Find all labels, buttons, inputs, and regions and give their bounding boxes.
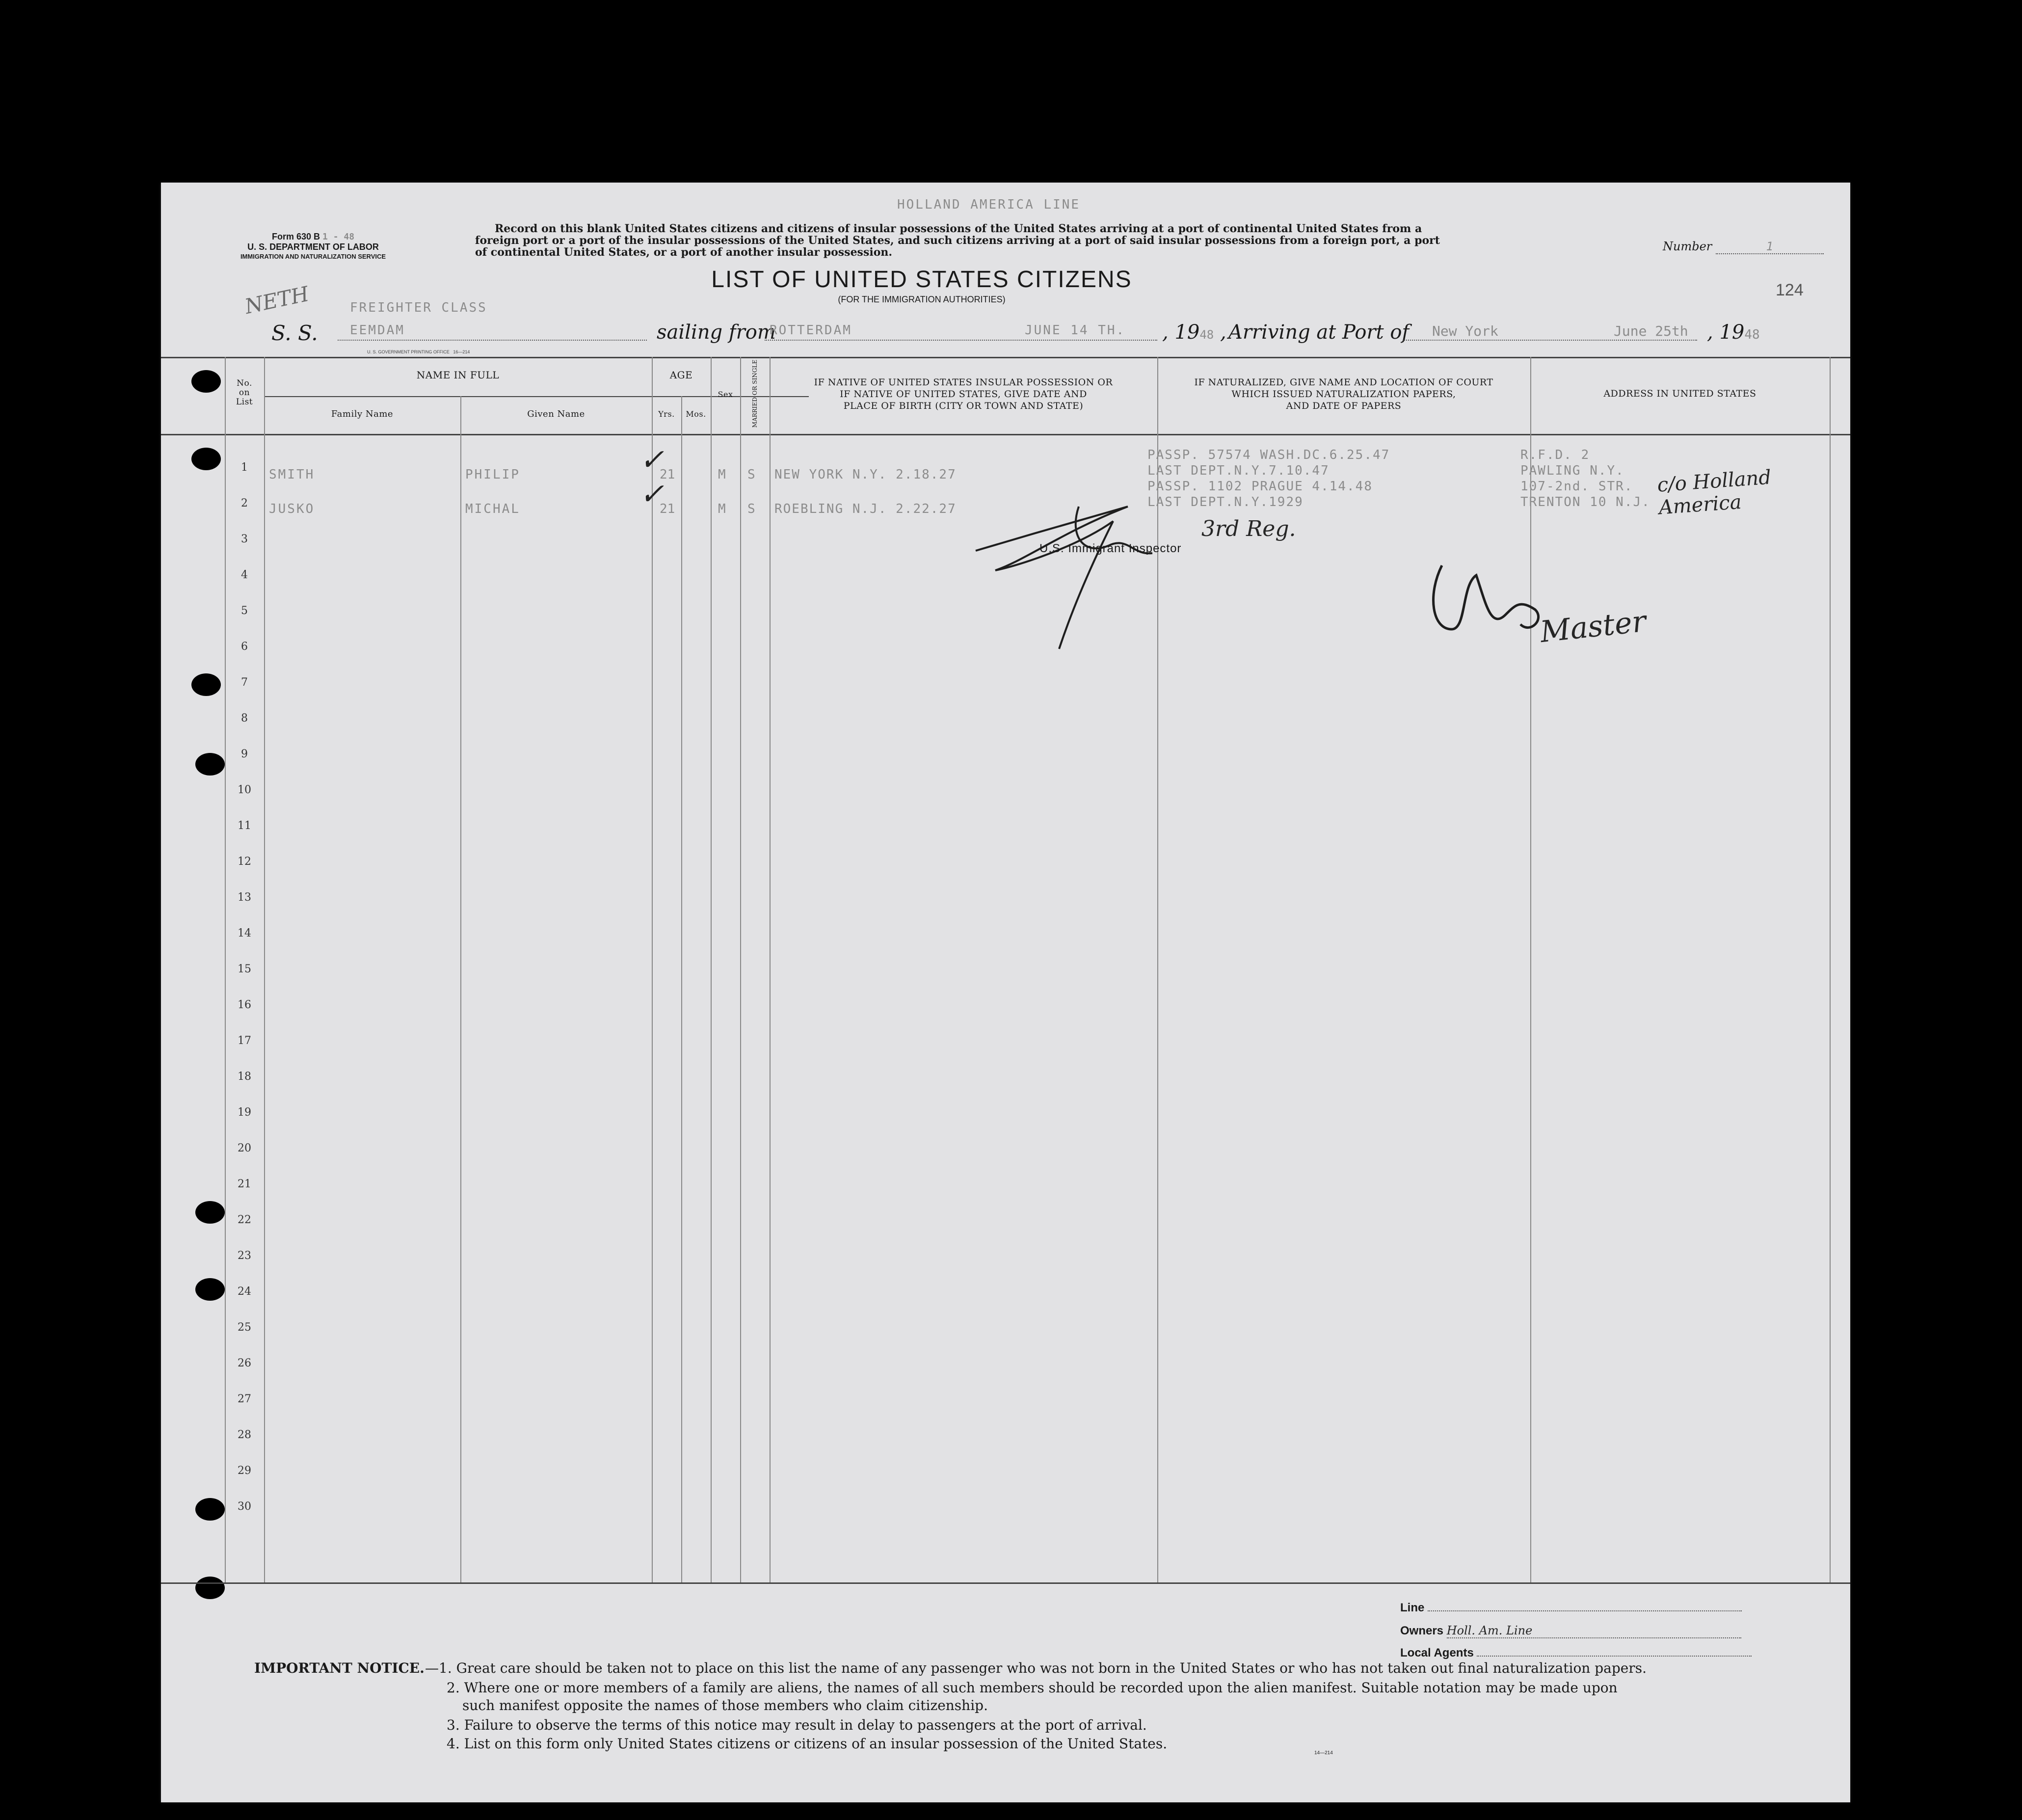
number-field <box>1663 240 1824 254</box>
row-number: 6 <box>241 641 248 653</box>
col-divider <box>711 357 712 1582</box>
col-divider <box>225 357 226 1582</box>
age-yrs-cell: 21 <box>660 502 675 516</box>
notice-item: 3. Failure to observe the terms of this notice may result in delay to passengers at the port of arrival. <box>447 1717 1147 1733</box>
family-name-cell: SMITH <box>269 467 315 482</box>
col-divider <box>460 396 461 1582</box>
company-stamp: HOLLAND AMERICA LINE <box>897 197 1081 212</box>
age-yrs-cell: 21 <box>660 467 675 482</box>
row-number: 1 <box>241 461 248 474</box>
marital-cell: S <box>747 502 755 516</box>
punch-hole <box>191 673 221 696</box>
manifest-sheet <box>161 183 1850 1802</box>
punch-hole <box>195 1278 225 1301</box>
sailing-underline <box>765 340 1157 341</box>
form-code: 14—214 <box>1314 1750 1333 1756</box>
address-cell: 107-2nd. STR. <box>1520 479 1633 494</box>
row-number: 16 <box>238 999 251 1011</box>
col-header-family: Family Name <box>331 409 394 419</box>
row-number: 30 <box>238 1500 251 1513</box>
col-divider <box>681 396 682 1582</box>
col-header-native: IF NATIVE OF UNITED STATES INSULAR POSSESSION OR IF NATIVE OF UNITED STATES, GIVE DATE AND PLACE OF BIRTH (CITY OR TOWN AND STATE) <box>814 377 1113 411</box>
punch-hole <box>195 1498 225 1521</box>
ss-label: S. S. <box>271 321 318 345</box>
master-label: Master <box>1538 604 1648 650</box>
col-divider <box>1830 357 1831 1582</box>
col-header-no: No. on List <box>236 378 253 407</box>
number-value: 1 <box>1716 240 1824 254</box>
instructions <box>475 223 1731 258</box>
form-block <box>239 232 387 262</box>
row-number: 27 <box>238 1393 251 1405</box>
marital-cell: S <box>747 467 755 482</box>
row-number: 8 <box>241 712 248 724</box>
printing-office: U. S. GOVERNMENT PRINTING OFFICE 16—214 <box>367 349 470 354</box>
arrival-date: June 25th <box>1614 323 1688 339</box>
naturalization-cell: PASSP. 1102 PRAGUE 4.14.48 <box>1147 479 1373 494</box>
page-subtitle: (FOR THE IMMIGRATION AUTHORITIES) <box>838 294 1006 304</box>
notice-item: 2. Where one or more members of a family are aliens, the names of all such members should be recorded upon the alien manifest. Suitable notation may be made upon <box>447 1680 1618 1696</box>
row-number: 10 <box>238 784 251 796</box>
naturalization-cell: LAST DEPT.N.Y.7.10.47 <box>1147 463 1330 478</box>
birth-cell: ROEBLING N.J. 2.22.27 <box>774 502 957 516</box>
address-cell: R.F.D. 2 <box>1520 448 1590 462</box>
naturalization-cell: PASSP. 57574 WASH.DC.6.25.47 <box>1147 448 1390 462</box>
form-number: Form 630 B <box>271 232 320 241</box>
col-header-address: ADDRESS IN UNITED STATES <box>1603 388 1756 399</box>
notice-item: 4. List on this form only United States citizens or citizens of an insular possession of the United States. <box>447 1736 1168 1752</box>
sail-year: , 1948 , <box>1162 321 1226 344</box>
col-header-sex: Sex <box>718 390 733 399</box>
arrival-year: , 1948 <box>1707 321 1760 344</box>
row-number: 19 <box>238 1106 251 1119</box>
punch-hole <box>195 1201 225 1224</box>
row-number: 12 <box>238 856 251 868</box>
notice-heading: IMPORTANT NOTICE. <box>254 1660 425 1676</box>
address-cell: TRENTON 10 N.J. <box>1520 495 1650 509</box>
table-bottom-rule <box>161 1582 1850 1584</box>
sailing-label: sailing from <box>657 321 776 344</box>
row-number: 28 <box>238 1429 251 1441</box>
owners-field: Owners Holl. Am. Line <box>1400 1624 1741 1638</box>
sex-cell: M <box>718 502 726 516</box>
col-divider <box>264 357 265 1582</box>
col-divider <box>652 357 653 1582</box>
header-bottom-rule <box>161 434 1850 435</box>
master-signature <box>1422 556 1560 644</box>
page-number: 124 <box>1776 281 1804 299</box>
row-number: 20 <box>238 1142 251 1154</box>
sail-date: JUNE 14 TH. <box>1025 323 1126 338</box>
arrival-port: New York <box>1432 323 1498 339</box>
instructions-line: foreign port or a port of the insular possessions of the United States, and such citizens arriving at a port of said insular possessions from a foreign port, a port <box>475 234 1440 247</box>
col-divider <box>740 357 741 1582</box>
given-name-cell: PHILIP <box>465 467 520 482</box>
col-header-yrs: Yrs. <box>658 409 675 419</box>
row-number: 29 <box>238 1465 251 1477</box>
row-number: 22 <box>238 1214 251 1226</box>
service-label: IMMIGRATION AND NATURALIZATION SERVICE <box>240 253 386 260</box>
row-number: 7 <box>241 676 248 689</box>
row-number: 14 <box>238 927 251 939</box>
col-divider <box>1530 357 1531 1582</box>
family-name-cell: JUSKO <box>269 502 315 516</box>
row-number: 18 <box>238 1071 251 1083</box>
address-annotation: c/o Holland America <box>1656 466 1772 519</box>
col-header-mos: Mos. <box>686 409 706 419</box>
row-number: 25 <box>238 1321 251 1334</box>
notice-item: such manifest opposite the names of those members who claim citizenship. <box>462 1697 988 1713</box>
naturalization-cell: LAST DEPT.N.Y.1929 <box>1147 495 1304 509</box>
row-number: 15 <box>238 963 251 975</box>
notice-item: —1. Great care should be taken not to place on this list the name of any passenger who was not born in the United States or who has not taken out final naturalization papers. <box>425 1660 1647 1676</box>
row-number: 2 <box>241 497 248 509</box>
sex-cell: M <box>718 467 726 482</box>
inspector-label: U.S. Immigrant Inspector <box>1039 542 1182 555</box>
vessel-note: FREIGHTER CLASS <box>350 300 487 315</box>
handwritten-prefix: NETH <box>242 281 311 319</box>
department-label: U. S. DEPARTMENT OF LABOR <box>247 242 379 252</box>
form-stamp: 1 - 48 <box>322 232 355 242</box>
check-mark: ✓ <box>639 443 665 477</box>
row-number: 24 <box>238 1285 251 1298</box>
birth-cell: NEW YORK N.Y. 2.18.27 <box>774 467 957 482</box>
sailing-from: ROTTERDAM <box>770 323 852 338</box>
instructions-line: of continental United States, or a port of another insular possession. <box>475 246 893 259</box>
arriving-label: Arriving at Port of <box>1228 321 1410 344</box>
punch-hole <box>191 448 221 470</box>
row-number: 11 <box>238 820 251 832</box>
row-number: 23 <box>238 1250 251 1262</box>
number-label: Number <box>1663 240 1712 253</box>
row-number: 17 <box>238 1035 251 1047</box>
inspector-note: 3rd Reg. <box>1201 516 1296 541</box>
punch-hole <box>195 753 225 776</box>
row-number: 4 <box>241 569 248 581</box>
page-title: LIST OF UNITED STATES CITIZENS <box>711 267 1132 293</box>
owners-value: Holl. Am. Line <box>1447 1624 1741 1638</box>
local-agents-field: Local Agents <box>1400 1646 1752 1660</box>
ss-underline <box>338 340 647 341</box>
table-top-rule <box>161 357 1850 358</box>
ss-value: EEMDAM <box>350 323 405 338</box>
punch-hole <box>195 1577 225 1599</box>
check-mark: ✓ <box>639 477 665 511</box>
col-header-marital: MARRIED OR SINGLE <box>751 359 758 428</box>
row-number: 9 <box>241 748 248 760</box>
row-number: 21 <box>238 1178 251 1190</box>
col-divider <box>770 357 771 1582</box>
address-cell: PAWLING N.Y. <box>1520 463 1624 478</box>
col-header-name: NAME IN FULL <box>416 369 500 381</box>
col-header-naturalized: IF NATURALIZED, GIVE NAME AND LOCATION OF COURT WHICH ISSUED NATURALIZATION PAPERS, AND DATE OF PAPERS <box>1194 377 1493 411</box>
col-header-age: AGE <box>669 369 693 381</box>
line-field: Line <box>1400 1601 1742 1615</box>
row-number: 5 <box>241 605 248 617</box>
row-number: 3 <box>241 533 248 545</box>
row-number: 26 <box>238 1357 251 1369</box>
row-number: 13 <box>238 891 251 904</box>
col-header-given: Given Name <box>527 409 585 419</box>
punch-hole <box>191 370 221 393</box>
given-name-cell: MICHAL <box>465 502 520 516</box>
arrival-underline <box>1403 340 1697 341</box>
instructions-line: Record on this blank United States citizens and citizens of insular possessions of the United States arriving at a port of continental United States from a <box>495 222 1422 235</box>
